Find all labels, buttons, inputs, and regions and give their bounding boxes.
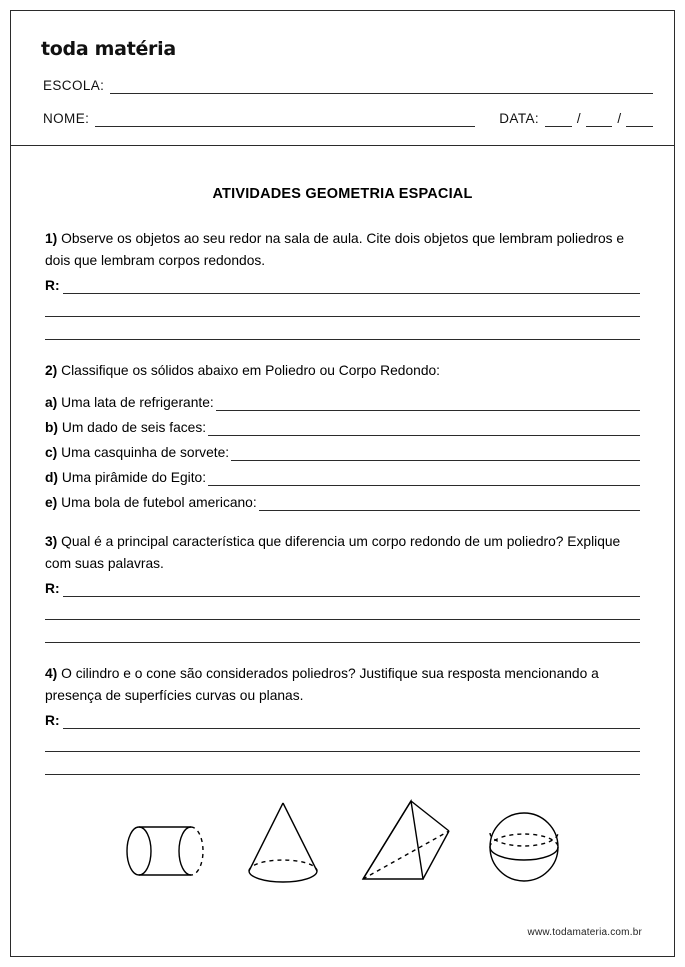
question-1 (45, 228, 640, 340)
item-a-text: Uma lata de refrigerante: (61, 395, 214, 410)
answer-line[interactable] (63, 582, 640, 597)
question-3-answer (45, 581, 640, 643)
question-3-body: Qual é a principal característica que diferencia um corpo redondo de um poliedro? Explique com suas palavras. (45, 534, 621, 571)
item-e-letter: e) (45, 495, 58, 510)
question-1-number: 1) (45, 231, 58, 246)
item-e-input-line[interactable] (259, 496, 640, 511)
item-d-text: Uma pirâmide do Egito: (61, 470, 207, 485)
name-input-line[interactable] (95, 113, 475, 127)
item-e-text: Uma bola de futebol americano: (61, 495, 257, 510)
cylinder-icon (117, 799, 213, 889)
question-2-item-c (45, 444, 640, 461)
question-2-item-a (45, 394, 640, 411)
question-2 (45, 360, 640, 511)
item-d-letter: d) (45, 470, 59, 485)
question-2-body: Classifique os sólidos abaixo em Poliedro ou Corpo Redondo: (61, 363, 440, 378)
date-month-input[interactable] (586, 113, 613, 127)
answer-line[interactable] (63, 714, 640, 729)
question-2-item-e (45, 494, 640, 511)
answer-line[interactable] (45, 597, 640, 620)
page-title: ATIVIDADES GEOMETRIA ESPACIAL (212, 186, 473, 202)
item-e-label (45, 494, 259, 511)
school-field-row (43, 78, 653, 94)
answer-line[interactable] (63, 279, 640, 294)
question-1-answer-row-1 (45, 278, 640, 294)
question-1-text (45, 228, 640, 272)
item-a-label (45, 394, 216, 411)
footer-site-url: www.todamateria.com.br (527, 927, 642, 938)
item-c-text: Uma casquinha de sorvete: (61, 445, 230, 460)
answer-line[interactable] (45, 752, 640, 775)
date-separator-2: / (617, 111, 622, 126)
question-4-number: 4) (45, 666, 58, 681)
question-1-answer (45, 278, 640, 340)
answer-prefix: R: (45, 581, 60, 596)
item-a-input-line[interactable] (216, 396, 640, 411)
question-3-answer-row-1 (45, 581, 640, 597)
school-label: ESCOLA: (43, 78, 105, 93)
question-2-item-d (45, 469, 640, 486)
answer-prefix: R: (45, 713, 60, 728)
item-a-letter: a) (45, 395, 58, 410)
worksheet-content (11, 186, 674, 889)
triangular-prism-icon (353, 797, 457, 889)
item-c-input-line[interactable] (231, 446, 640, 461)
item-b-input-line[interactable] (208, 421, 640, 436)
item-b-label (45, 419, 208, 436)
question-2-number: 2) (45, 363, 58, 378)
brand-logo: toda matéria (41, 38, 176, 60)
worksheet-header (11, 11, 674, 146)
question-4-answer (45, 713, 640, 775)
question-4-answer-row-1 (45, 713, 640, 729)
solids-illustration-row (45, 797, 640, 889)
school-input-line[interactable] (110, 80, 653, 94)
item-b-letter: b) (45, 420, 59, 435)
date-year-input[interactable] (626, 113, 653, 127)
item-d-input-line[interactable] (208, 471, 640, 486)
answer-line[interactable] (45, 729, 640, 752)
question-3 (45, 531, 640, 643)
cone-icon (235, 797, 331, 889)
question-3-number: 3) (45, 534, 58, 549)
question-4-body: O cilindro e o cone são considerados poliedros? Justifique sua resposta mencionando a presença de superfícies curvas ou planas. (45, 666, 599, 703)
date-day-input[interactable] (545, 113, 572, 127)
question-4 (45, 663, 640, 775)
question-1-body: Observe os objetos ao seu redor na sala de aula. Cite dois objetos que lembram poliedros e dois que lembram corpos redondos. (45, 231, 625, 268)
answer-line[interactable] (45, 294, 640, 317)
answer-prefix: R: (45, 278, 60, 293)
date-separator-1: / (576, 111, 581, 126)
question-2-text (45, 360, 640, 382)
name-date-field-row (43, 111, 653, 127)
item-d-label (45, 469, 208, 486)
name-label: NOME: (43, 111, 90, 126)
answer-line[interactable] (45, 317, 640, 340)
sphere-icon (479, 799, 569, 889)
item-b-text: Um dado de seis faces: (61, 420, 207, 435)
answer-line[interactable] (45, 620, 640, 643)
item-c-letter: c) (45, 445, 58, 460)
question-2-item-b (45, 419, 640, 436)
date-label: DATA: (499, 111, 540, 126)
worksheet-sheet (10, 10, 675, 957)
item-c-label (45, 444, 231, 461)
question-4-text (45, 663, 640, 707)
question-3-text (45, 531, 640, 575)
